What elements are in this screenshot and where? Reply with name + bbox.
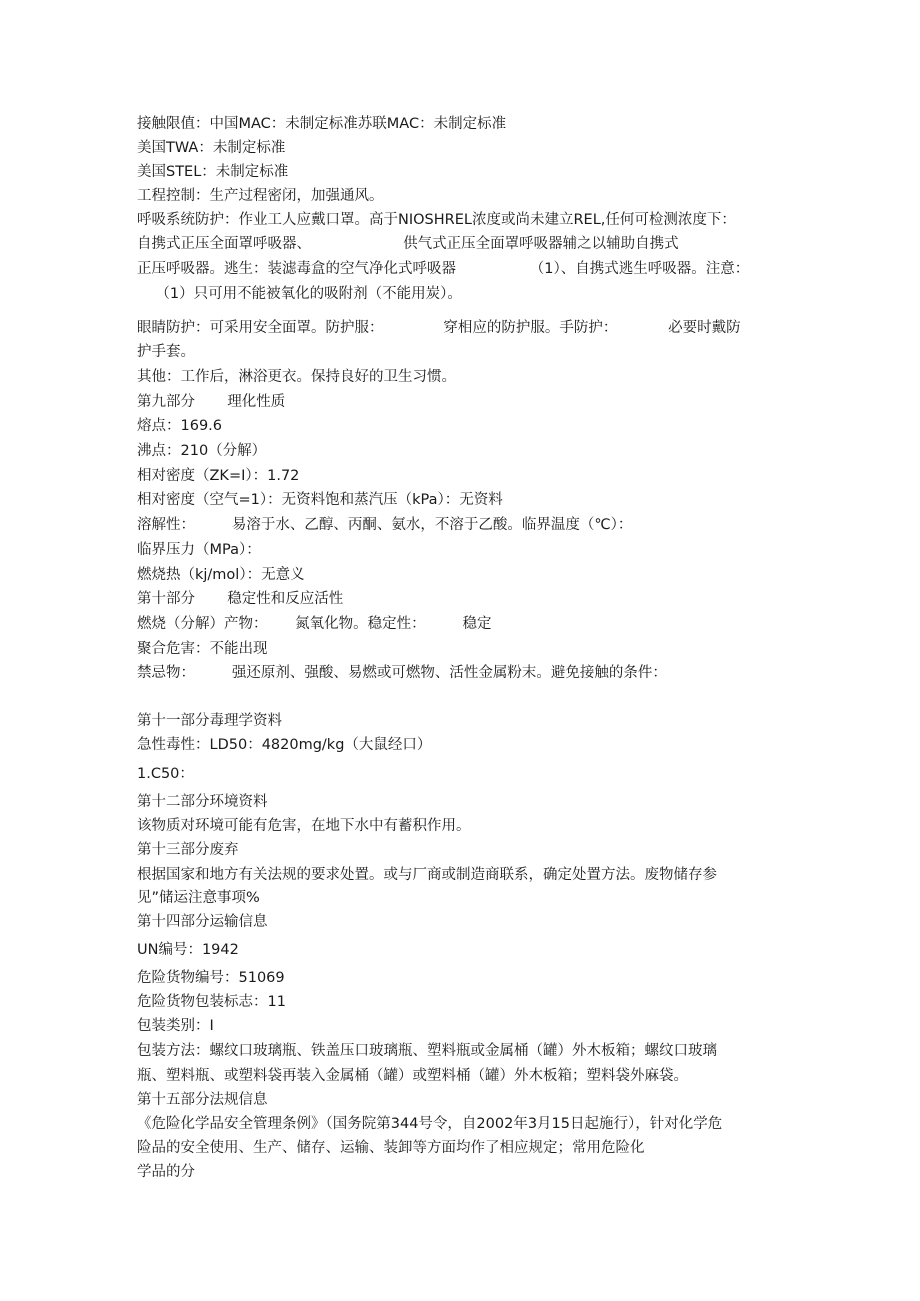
text-line: 根据国家和地方有关法规的要求处置。或与厂商或制造商联系，确定处置方法。废物储存参 — [137, 867, 717, 883]
text-line: 该物质对环境可能有危害，在地下水中有蓄积作用。 — [137, 818, 471, 834]
section-heading: 第十三部分废弃 — [137, 842, 239, 858]
text-line: 危险货物编号：51069 — [137, 970, 285, 986]
text-line: 呼吸系统防护：作业工人应戴口罩。高于NIOSHREL浓度或尚未建立REL,任何可检测浓度下： — [137, 212, 736, 228]
text-line: 临界压力（MPa）： — [137, 542, 261, 558]
text-line: 聚合危害：不能出现 — [137, 641, 268, 657]
text-line: 美国TWA：未制定标准 — [137, 140, 286, 156]
section-heading: 第九部分 理化性质 — [137, 394, 286, 410]
text-line: 美国STEL：未制定标准 — [137, 164, 289, 180]
text-line: 护手套。 — [137, 344, 195, 360]
text-line: 禁忌物： 强还原剂、强酸、易燃或可燃物、活性金属粉末。避免接触的条件： — [137, 665, 667, 681]
text-line: 包装类别：I — [137, 1018, 214, 1034]
text-line: 沸点：210（分解） — [137, 443, 267, 459]
section-heading: 第十一部分毒理学资料 — [137, 713, 282, 729]
section-heading: 第十二部分环境资料 — [137, 794, 268, 810]
text-line: 险品的安全使用、生产、储存、运输、装卸等方面均作了相应规定；常用危险化 — [137, 1140, 645, 1156]
text-line: 《危险化学品安全管理条例》（国务院第344号令，自2002年3月15日起施行），针对化学危 — [137, 1116, 723, 1132]
text-line: 见”储运注意事项% — [137, 890, 260, 906]
text-line: 溶解性： 易溶于水、乙醇、丙酮、氨水，不溶于乙酸。临界温度（℃）： — [137, 517, 633, 533]
text-line: 危险货物包装标志：11 — [137, 994, 286, 1010]
text-line: 熔点：169.6 — [137, 418, 223, 434]
text-line: （1）只可用不能被氧化的吸附剂（不能用炭）。 — [137, 286, 462, 302]
text-line: 自携式正压全面罩呼吸器、 供气式正压全面罩呼吸器辅之以辅助自携式 — [137, 236, 679, 252]
text-line: 眼睛防护：可采用安全面罩。防护服： 穿相应的防护服。手防护： 必要时戴防 — [137, 320, 741, 336]
text-line: 正压呼吸器。逃生：装滤毒盒的空气净化式呼吸器 （1）、自携式逃生呼吸器。注意： — [137, 261, 750, 277]
text-line: 接触限值：中国MAC：未制定标准苏联MAC：未制定标准 — [137, 116, 507, 132]
text-line: 包装方法：螺纹口玻璃瓶、铁盖压口玻璃瓶、塑料瓶或金属桶（罐）外木板箱；螺纹口玻璃 — [137, 1043, 717, 1059]
text-line: 学品的分 — [137, 1164, 195, 1180]
section-heading: 第十四部分运输信息 — [137, 914, 268, 930]
section-heading: 第十五部分法规信息 — [137, 1092, 268, 1108]
text-line: 瓶、塑料瓶、或塑料袋再装入金属桶（罐）或塑料桶（罐）外木板箱；塑料袋外麻袋。 — [137, 1068, 688, 1084]
section-heading: 第十部分 稳定性和反应活性 — [137, 591, 344, 607]
text-line: 1.C50： — [137, 766, 194, 782]
text-line: 工程控制：生产过程密闭，加强通风。 — [137, 188, 384, 204]
text-line: 燃烧（分解）产物： 氮氧化物。稳定性： 稳定 — [137, 616, 492, 632]
text-line: 相对密度（空气=1）：无资料饱和蒸汽压（kPa）：无资料 — [137, 492, 503, 508]
text-line: 急性毒性：LD50：4820mg/kg（大鼠经口） — [137, 737, 432, 753]
text-line: 相对密度（ZK=I）：1.72 — [137, 468, 300, 484]
text-line: 燃烧热（kj/mol）：无意义 — [137, 567, 305, 583]
text-line: 其他：工作后，淋浴更衣。保持良好的卫生习惯。 — [137, 369, 456, 385]
text-line: UN编号：1942 — [137, 942, 239, 958]
